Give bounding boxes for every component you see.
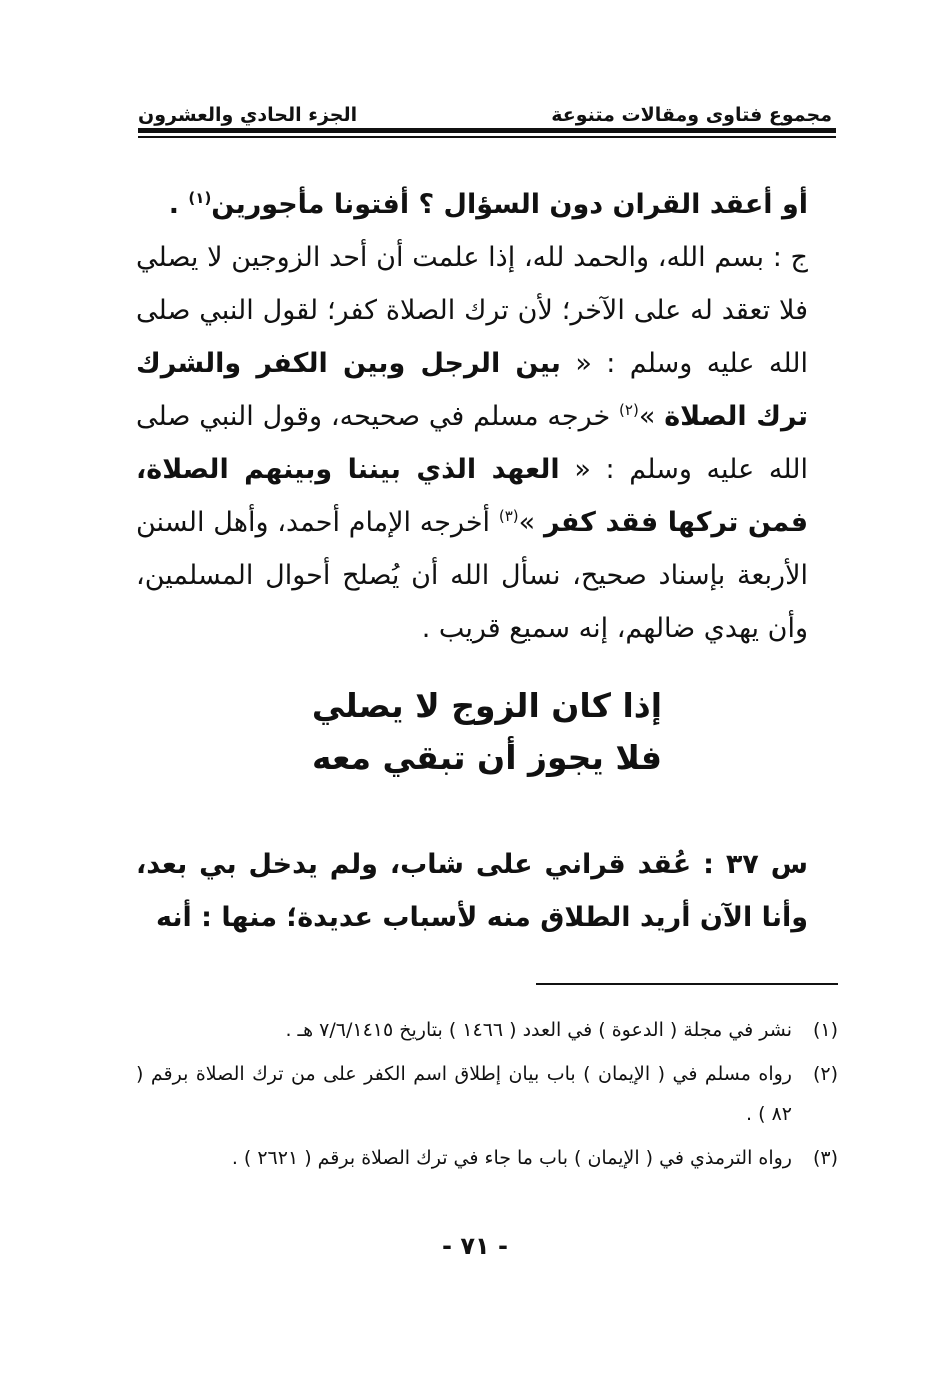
answer-body <box>136 178 838 655</box>
running-header <box>138 88 832 126</box>
footnote-ref-2: (٢) <box>619 401 639 419</box>
footnote-2 <box>136 1054 838 1134</box>
footnotes <box>136 1010 838 1182</box>
footnote-ref-3: (٣) <box>498 507 519 525</box>
footnote-number: (١) <box>812 1019 838 1041</box>
question-ending: أو أعقد القران دون السؤال ؟ أفتونا مأجورين$^{(١)}$ . <box>168 189 808 220</box>
header-rule-thin <box>138 136 836 138</box>
footnote-separator <box>536 983 838 985</box>
question-37 <box>136 838 838 944</box>
footnote-text: رواه مسلم في ( الإيمان ) باب بيان إطلاق اسم الكفر على من ترك الصلاة برقم ( ٨٢ ) . <box>136 1063 792 1125</box>
footnote-1 <box>136 1010 838 1050</box>
footnote-text: رواه الترمذي في ( الإيمان ) باب ما جاء في ترك الصلاة برقم ( ٢٦٢١ ) . <box>231 1147 792 1169</box>
volume-label: الجزء الحادي والعشرون <box>138 104 358 126</box>
header-rule-thick <box>138 128 836 133</box>
heading-line-2: فلا يجوز أن تبقي معه <box>311 738 663 777</box>
hadith-quote-2: العهد الذي بيننا وبينهم الصلاة، فمن تركها فقد كفر <box>136 454 809 538</box>
footnote-3 <box>136 1138 838 1178</box>
hadith-quote-1: بين الرجل وبين الكفر والشرك ترك الصلاة <box>136 348 808 432</box>
footnote-text: نشر في مجلة ( الدعوة ) في العدد ( ١٤٦٦ ) بتاريخ ٧/٦/١٤١٥ هـ . <box>285 1019 792 1041</box>
answer-paragraph: ج : بسم الله، والحمد لله، إذا علمت أن أحد الزوجين لا يصلي فلا تعقد له على الآخر؛ لأن ترك الصلاة كفر؛ لقول النبي صلى الله عليه وسلم : « بين الرجل وبين الكفر والشرك ترك الصلاة »$^{(٢)}$ خرجه مسلم في صحيحه، وقول النبي صلى الله عليه وسلم : « العهد الذي بيننا وبينهم الصلاة، فمن تركها فقد كفر »$^{(٣)}$ أخرجه الإمام أحمد، وأهل السنن الأربعة بإسناد صحيح، نسأل الله أن يُصلح أحوال المسلمين، وأن يهدي ضالهم، إنه سميع قريب . <box>136 242 809 644</box>
section-heading <box>136 680 838 784</box>
question-text: س ٣٧ : عُقد قراني على شاب، ولم يدخل بي بعد، وأنا الآن أريد الطلاق منه لأسباب عديدة؛ منها : أنه <box>136 849 808 933</box>
footnote-number: (٢) <box>812 1063 838 1085</box>
footnote-ref-1: (١) <box>188 189 212 207</box>
book-title: مجموع فتاوى ومقالات متنوعة <box>551 104 832 126</box>
heading-line-1: إذا كان الزوج لا يصلي <box>311 686 663 725</box>
footnote-number: (٣) <box>812 1147 838 1169</box>
page-number: - ٧١ - <box>442 1232 508 1260</box>
